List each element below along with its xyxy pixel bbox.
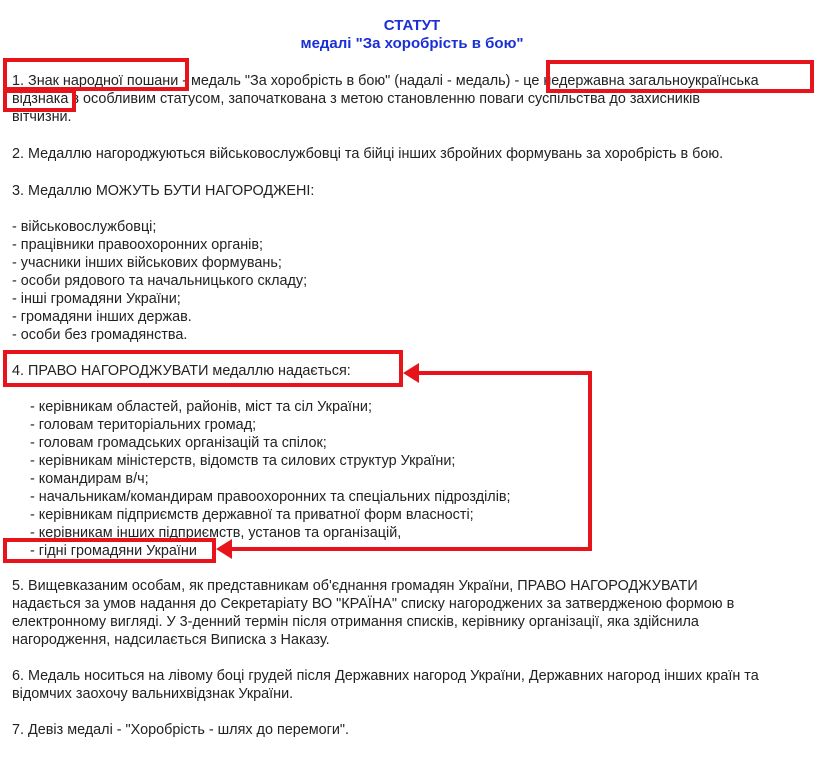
article-4-heading: 4. ПРАВО НАГОРОДЖУВАТИ медаллю надається: bbox=[12, 363, 351, 379]
article-4-item: - головам громадських організацій та спілок; bbox=[30, 435, 327, 451]
article-5-line-4: нагородження, надсилається Виписка з Наказу. bbox=[12, 632, 330, 648]
article-4-item: - гідні громадяни України bbox=[30, 543, 197, 559]
article-4-item: - керівникам областей, районів, міст та сіл України; bbox=[30, 399, 372, 415]
article-6-line-2: відомчих заохочу вальнихвідзнак України. bbox=[12, 686, 294, 702]
article-1-line-2: відзнака з особливим статусом, започаткована з метою становленню поваги суспільства до захисників bbox=[12, 91, 700, 107]
article-7: 7. Девіз медалі - "Хоробрість - шлях до перемоги". bbox=[12, 722, 350, 738]
article-4-item: - керівникам підприємств державної та приватної форм власності; bbox=[30, 507, 474, 523]
article-3-item: - учасники інших військових формувань; bbox=[12, 255, 282, 271]
article-4-item: - керівникам міністерств, відомств та силових структур України; bbox=[30, 453, 456, 469]
article-1-line-1: 1. Знак народної пошани - медаль "За хоробрість в бою" (надалі - медаль) - це недержавна загальноукраїнська bbox=[12, 73, 759, 89]
article-6-line-1: 6. Медаль носиться на лівому боці грудей після Державних нагород України, Державних нагород інших країн та bbox=[12, 668, 759, 684]
article-5-line-1: 5. Вищевказаним особам, як представникам об'єднання громадян України, ПРАВО НАГОРОДЖУВАТИ bbox=[12, 578, 698, 594]
article-4-item: - начальникам/командирам правоохоронних та спеціальних підрозділів; bbox=[30, 489, 511, 505]
article-3-item: - військовослужбовці; bbox=[12, 219, 157, 235]
document-title: СТАТУТ bbox=[383, 17, 441, 34]
article-3-item: - інші громадяни України; bbox=[12, 291, 181, 307]
article-5-line-3: електронному вигляді. У 3-денний термін після отримання списків, керівнику організації, яка здійснила bbox=[12, 614, 699, 630]
arrowhead-left-icon bbox=[216, 539, 232, 559]
article-3-heading: 3. Медаллю МОЖУТЬ БУТИ НАГОРОДЖЕНІ: bbox=[12, 183, 315, 199]
article-3-item: - особи без громадянства. bbox=[12, 327, 188, 343]
article-5-line-2: надається за умов надання до Секретаріату ВО "КРАЇНА" списку нагороджених за затвердженою формою в bbox=[12, 596, 735, 612]
document-subtitle: медалі "За хоробрість в бою" bbox=[300, 35, 524, 52]
article-3-item: - особи рядового та начальницького складу; bbox=[12, 273, 308, 289]
article-4-item: - командирам в/ч; bbox=[30, 471, 149, 487]
article-4-item: - головам територіальних громад; bbox=[30, 417, 257, 433]
arrowhead-left-icon bbox=[403, 363, 419, 383]
article-2: 2. Медаллю нагороджуються військовослужбовці та бійці інших збройних формувань за хоробрість в бою. bbox=[12, 146, 724, 162]
article-1-line-3: вітчизни. bbox=[12, 109, 72, 125]
article-3-item: - громадяни інших держав. bbox=[12, 309, 192, 325]
article-3-item: - працівники правоохоронних органів; bbox=[12, 237, 264, 253]
article-4-item: - керівникам інших підприємств, установ та організацій, bbox=[30, 525, 402, 541]
